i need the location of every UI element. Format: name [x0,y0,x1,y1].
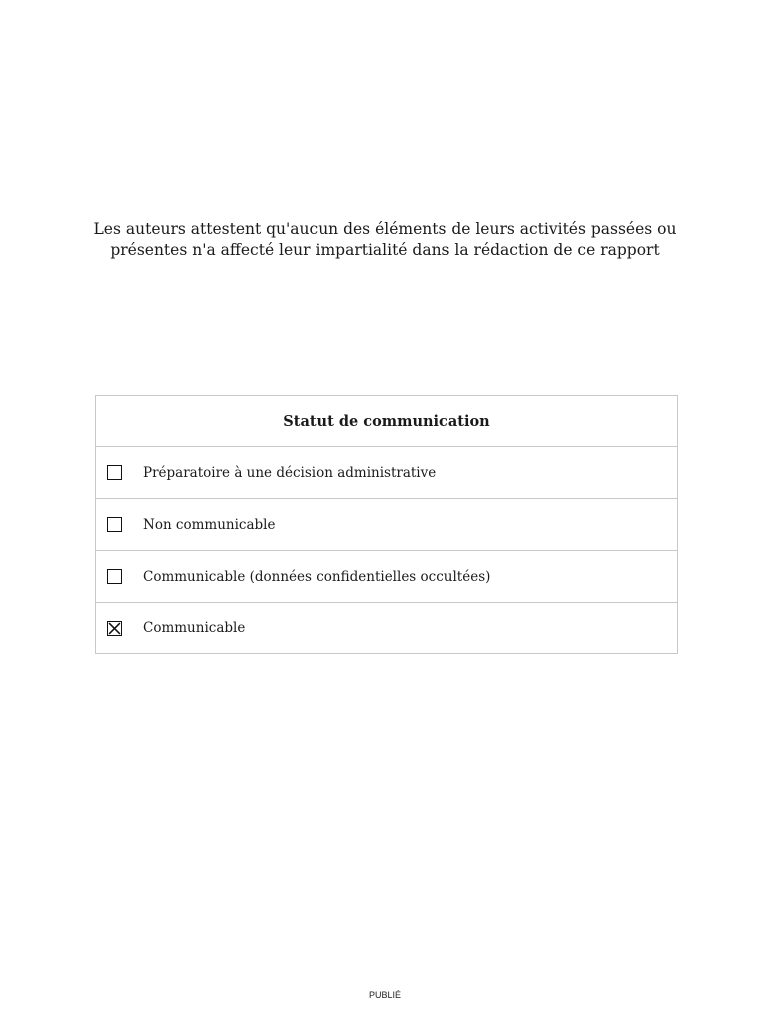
attestation-line: présentes n'a affecté leur impartialité dans la rédaction de ce rapport [110,241,660,259]
communication-status-table [95,395,678,654]
status-table-title: Statut de communication [96,396,677,447]
status-option-label: Préparatoire à une décision administrative [143,464,437,481]
status-option-row [96,447,677,499]
checkmark-x-icon [108,622,121,635]
status-option-row [96,499,677,551]
status-option-row [96,551,677,603]
status-option-label: Communicable (données confidentielles occultées) [143,568,491,585]
status-option-label: Communicable [143,620,246,636]
checkbox[interactable] [107,621,122,636]
attestation-line: Les auteurs attestent qu'aucun des éléments de leurs activités passées ou [93,220,677,238]
publication-status-footer: PUBLIÉ [368,990,401,1000]
checkbox[interactable] [107,569,122,584]
checkbox[interactable] [107,465,122,480]
status-option-row [96,603,677,653]
status-option-label: Non communicable [143,516,276,533]
checkbox[interactable] [107,517,122,532]
attestation-statement [60,219,710,261]
